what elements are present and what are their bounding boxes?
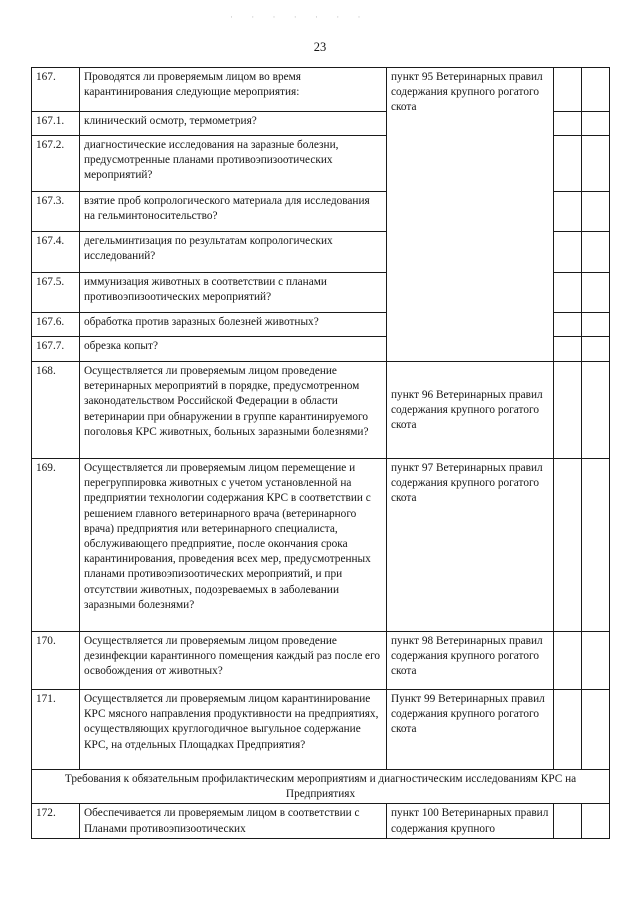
item-number: 167.3.: [32, 192, 80, 232]
check-cell-no[interactable]: [582, 136, 610, 192]
check-cell-no[interactable]: [582, 337, 610, 362]
item-question: взятие проб копрологического материала для исследования на гельминтоносительство?: [80, 192, 387, 232]
check-cell-no[interactable]: [582, 112, 610, 136]
check-cell-yes[interactable]: [554, 459, 582, 632]
item-reference: пункт 100 Ветеринарных правил содержания крупного: [387, 804, 554, 838]
item-question: Осуществляется ли проверяемым лицом проведение дезинфекции карантинного помещения каждый раз после его освобождения от животных?: [80, 632, 387, 690]
check-cell-yes[interactable]: [554, 632, 582, 690]
check-cell-no[interactable]: [582, 690, 610, 770]
table-row: [32, 632, 610, 690]
item-reference: пункт 96 Ветеринарных правил содержания крупного рогатого скота: [387, 362, 554, 459]
item-reference: Пункт 99 Ветеринарных правил содержания крупного рогатого скота: [387, 690, 554, 770]
section-row: [32, 770, 610, 804]
scan-artifact: · · · · · · ·: [230, 12, 369, 22]
item-number: 169.: [32, 459, 80, 632]
item-question: диагностические исследования на заразные болезни, предусмотренные планами противоэпизоотических мероприятий?: [80, 136, 387, 192]
check-cell-yes[interactable]: [554, 112, 582, 136]
page-number: 23: [313, 40, 327, 54]
item-number: 172.: [32, 804, 80, 838]
item-number: 167.5.: [32, 273, 80, 313]
item-question: Осуществляется ли проверяемым лицом проведение ветеринарных мероприятий в порядке, предусмотренном законодательством Российской Федерации в области ветеринарии при обнаружении в группе карантинируемого поголовья КРС животных, больных заразными болезнями?: [80, 362, 387, 459]
item-number: 167.7.: [32, 337, 80, 362]
table-row: [32, 68, 610, 112]
check-cell-yes[interactable]: [554, 362, 582, 459]
item-question: иммунизация животных в соответствии с планами противоэпизоотических мероприятий?: [80, 273, 387, 313]
check-cell-no[interactable]: [582, 804, 610, 838]
item-question: обрезка копыт?: [80, 337, 387, 362]
check-cell-no[interactable]: [582, 459, 610, 632]
item-number: 167.1.: [32, 112, 80, 136]
check-cell-no[interactable]: [582, 273, 610, 313]
item-question: клинический осмотр, термометрия?: [80, 112, 387, 136]
item-question: Осуществляется ли проверяемым лицом карантинирование КРС мясного направления продуктивности на предприятиях, осуществляющих круглогодичное выгульное содержание КРС, на отдельных Площадках Предприятия?: [80, 690, 387, 770]
item-number: 167.4.: [32, 232, 80, 273]
table-row: [32, 459, 610, 632]
item-number: 167.2.: [32, 136, 80, 192]
item-number: 168.: [32, 362, 80, 459]
check-cell-yes[interactable]: [554, 68, 582, 112]
item-number: 170.: [32, 632, 80, 690]
check-cell-no[interactable]: [582, 232, 610, 273]
check-cell-yes[interactable]: [554, 232, 582, 273]
item-question: дегельминтизация по результатам копрологических исследований?: [80, 232, 387, 273]
check-cell-yes[interactable]: [554, 690, 582, 770]
item-reference: пункт 98 Ветеринарных правил содержания крупного рогатого скота: [387, 632, 554, 690]
item-number: 171.: [32, 690, 80, 770]
item-reference: пункт 97 Ветеринарных правил содержания крупного рогатого скота: [387, 459, 554, 632]
check-cell-yes[interactable]: [554, 804, 582, 838]
item-number: 167.: [32, 68, 80, 112]
check-cell-no[interactable]: [582, 192, 610, 232]
section-heading: Требования к обязательным профилактическим мероприятиям и диагностическим исследованиям КРС на Предприятиях: [32, 770, 610, 804]
item-question: обработка против заразных болезней животных?: [80, 313, 387, 337]
item-number: 167.6.: [32, 313, 80, 337]
check-cell-no[interactable]: [582, 68, 610, 112]
table-row: [32, 690, 610, 770]
table-row: [32, 804, 610, 838]
check-cell-yes[interactable]: [554, 313, 582, 337]
check-cell-yes[interactable]: [554, 136, 582, 192]
item-question: Проводятся ли проверяемым лицом во время карантинирования следующие мероприятия:: [80, 68, 387, 112]
item-question: Осуществляется ли проверяемым лицом перемещение и перегруппировка животных с учетом установленной на предприятии технологии содержания КРС в соответствии с решением главного ветеринарного врача (ветеринарного врача) предприятия или ветеринарного специалиста, обслуживающего предприятие, после окончания срока карантинирования, проведения всех мер, предусмотренных планами противоэпизоотических мероприятий, и при отсутствии животных, подозреваемых в заболевании заразными болезнями?: [80, 459, 387, 632]
item-question: Обеспечивается ли проверяемым лицом в соответствии с Планами противоэпизоотических: [80, 804, 387, 838]
check-cell-no[interactable]: [582, 313, 610, 337]
check-cell-yes[interactable]: [554, 337, 582, 362]
check-cell-yes[interactable]: [554, 273, 582, 313]
checklist-table: [31, 67, 610, 839]
check-cell-no[interactable]: [582, 632, 610, 690]
check-cell-no[interactable]: [582, 362, 610, 459]
item-reference: пункт 95 Ветеринарных правил содержания крупного рогатого скота: [387, 68, 554, 362]
table-row: [32, 362, 610, 459]
check-cell-yes[interactable]: [554, 192, 582, 232]
